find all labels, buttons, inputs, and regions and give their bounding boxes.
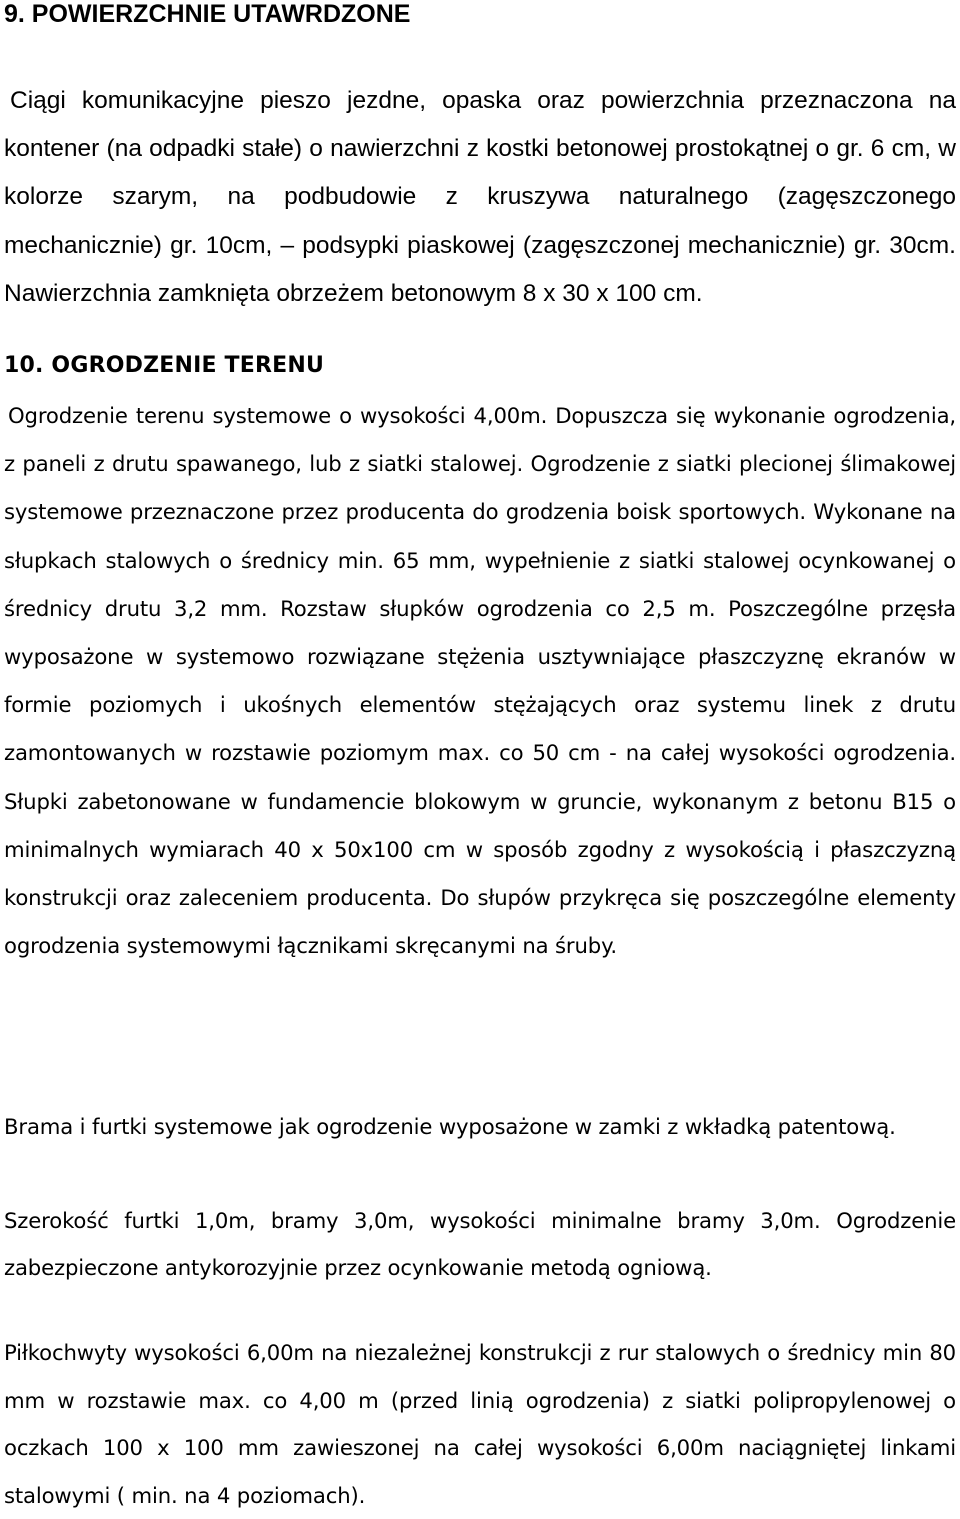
gate-size-paragraph: Szerokość furtki 1,0m, bramy 3,0m, wysokości minimalne bramy 3,0m. Ogrodzenie zabezpieczone antykorozyjnie przez ocynkowanie metodą ogniową.	[4, 1208, 956, 1280]
section-10-heading: 10. OGRODZENIE TERENU	[4, 353, 325, 378]
section-9-paragraph: Ciągi komunikacyjne pieszo jezdne, opaska oraz powierzchnia przeznaczona na kontener (na odpadki stałe) o nawierzchni z kostki betonowej prostokątnej o gr. 6 cm, w kolorze szarym, na podbudowie z kruszywa naturalnego (zagęszczonego mechanicznie) gr. 10cm, – podsypki piaskowej (zagęszczonej mechanicznie) gr. 30cm. Nawierzchnia zamknięta obrzeżem betonowym 8 x 30 x 100 cm.	[4, 87, 956, 307]
gate-paragraph: Brama i furtki systemowe jak ogrodzenie wyposażone w zamki z wkładką patentową.	[4, 1114, 896, 1139]
fence-description-paragraph: Ogrodzenie terenu systemowe o wysokości 4,00m. Dopuszcza się wykonanie ogrodzenia, z paneli z drutu spawanego, lub z siatki stalowej. Ogrodzenie z siatki plecionej ślimakowej systemowe przeznaczone przez producenta do grodzenia boisk sportowych. Wykonane na słupkach stalowych o średnicy min. 65 mm, wypełnienie z siatki stalowej ocynkowanej o średnicy drutu 3,2 mm. Rozstaw słupków ogrodzenia co 2,5 m. Poszczególne przęsła wyposażone w systemowo rozwiązane stężenia usztywniające płaszczyznę ekranów w formie poziomych i ukośnych elementów stężających oraz systemu linek z drutu zamontowanych w rozstawie poziomym max. co 50 cm - na całej wysokości ogrodzenia. Słupki zabetonowane w fundamencie blokowym w gruncie, wykonanym z betonu B15 o minimalnych wymiarach 40 x 50x100 cm w sposób zgodny z wysokością i płaszczyzną konstrukcji oraz zaleceniem producenta. Do słupów przykręca się poszczególne elementy ogrodzenia systemowymi łącznikami skręcanymi na śruby.	[4, 403, 956, 959]
ball-net-paragraph: Piłkochwyty wysokości 6,00m na niezależnej konstrukcji z rur stalowych o średnicy min 80 mm w rozstawie max. co 4,00 m (przed linią ogrodzenia) z siatki polipropylenowej o oczkach 100 x 100 mm zawieszonej na całej wysokości 6,00m naciągniętej linkami stalowymi ( min. na 4 poziomach).	[4, 1340, 956, 1508]
section-9-heading: 9. POWIERZCHNIE UTAWRDZONE	[4, 0, 411, 28]
